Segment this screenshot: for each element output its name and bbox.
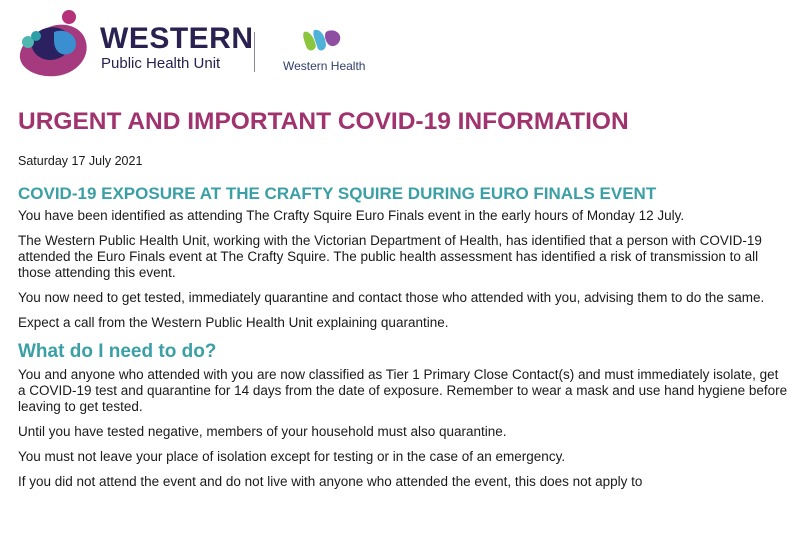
section-heading-what-to-do: What do I need to do? [18, 341, 217, 362]
letter-date: Saturday 17 July 2021 [18, 154, 143, 168]
org-subtitle: Public Health Unit [101, 55, 221, 72]
paragraph: Expect a call from the Western Public Health Unit explaining quarantine. [18, 315, 449, 330]
paragraph: If you did not attend the event and do not live with anyone who attended the event, this does not apply to [18, 474, 643, 489]
wphu-logo-icon [14, 8, 96, 80]
partner-name: Western Health [283, 59, 366, 73]
section-heading-exposure: COVID-19 EXPOSURE AT THE CRAFTY SQUIRE DURING EURO FINALS EVENT [18, 184, 657, 203]
page-title: URGENT AND IMPORTANT COVID-19 INFORMATION [18, 108, 629, 135]
western-health-logo-icon [300, 26, 348, 58]
letterhead [0, 0, 800, 90]
paragraph: You have been identified as attending The Crafty Squire Euro Finals event in the early hours of Monday 12 July. [18, 208, 685, 223]
paragraph: Until you have tested negative, members of your household must also quarantine. [18, 424, 507, 439]
org-name: WESTERN [100, 22, 254, 55]
letter-body [18, 184, 788, 499]
paragraph: You must not leave your place of isolation except for testing or in the case of an emergency. [18, 449, 566, 464]
logo-divider [254, 32, 255, 72]
paragraph: The Western Public Health Unit, working with the Victorian Department of Health, has identified that a person with COVID-19 attended the Euro Finals event at The Crafty Squire. The public health assessment has identified a risk of transmission to all those attending this event. [18, 233, 762, 280]
paragraph: You and anyone who attended with you are now classified as Tier 1 Primary Close Contact(s) and must immediately isolate, get a COVID-19 test and quarantine for 14 days from the date of exposure. Remember to wear a mask and use hand hygiene before leaving to get tested. [18, 367, 788, 414]
paragraph: You now need to get tested, immediately quarantine and contact those who attended with you, advising them to do the same. [18, 290, 765, 305]
